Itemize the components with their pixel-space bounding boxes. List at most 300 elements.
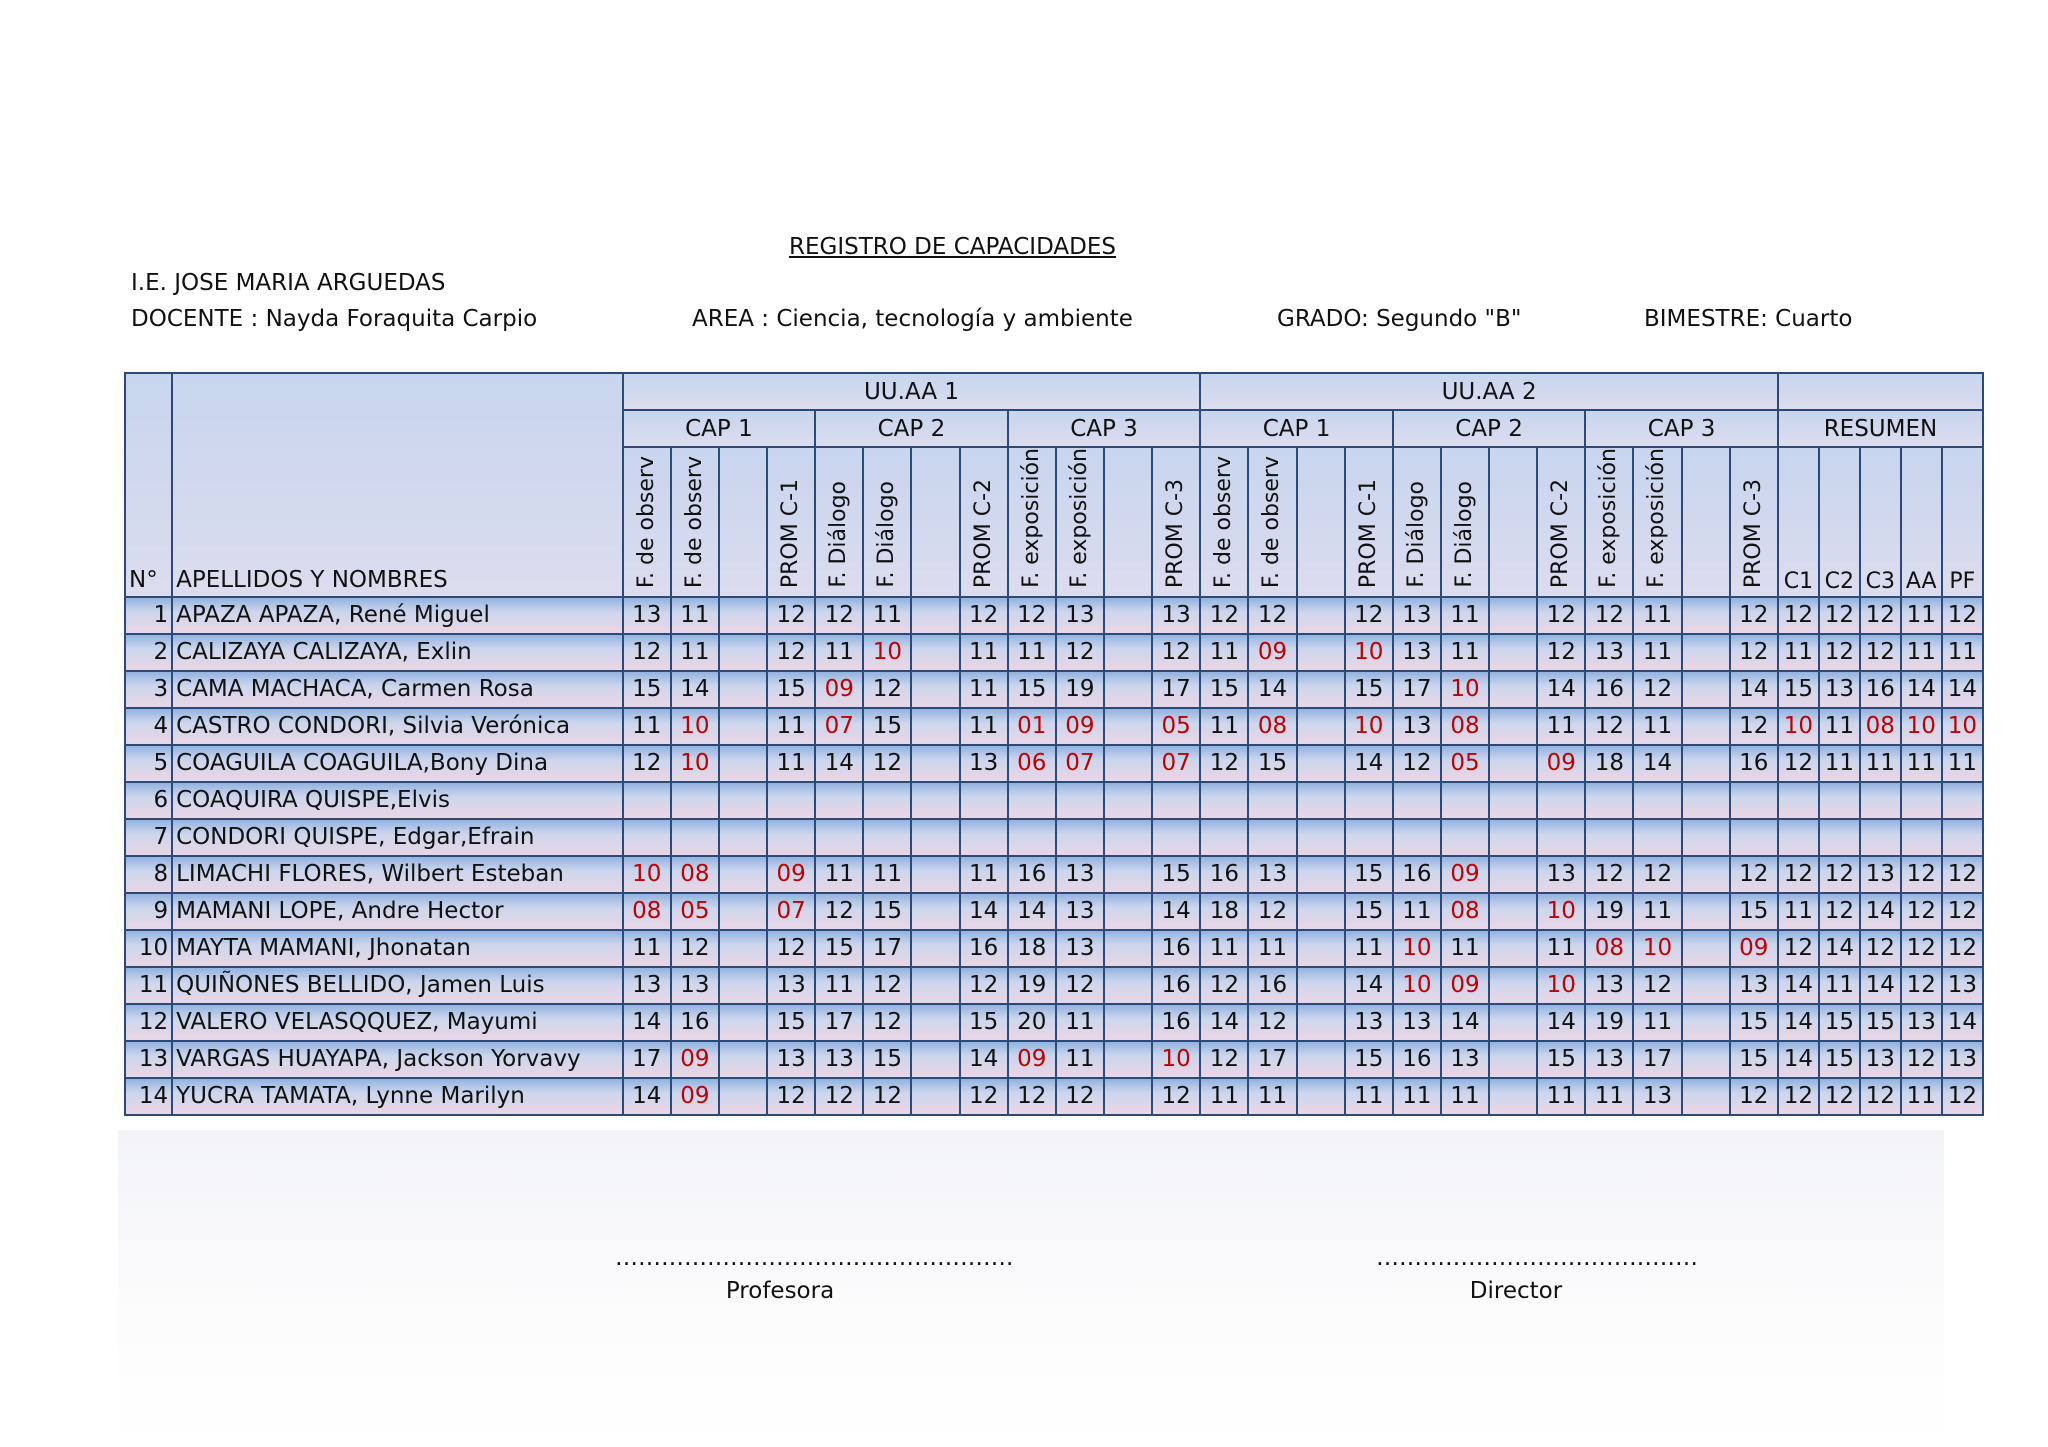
grade-cell: 15 — [767, 1004, 815, 1041]
grade-cell: 12 — [1730, 856, 1778, 893]
student-name: MAYTA MAMANI, Jhonatan — [172, 930, 623, 967]
grade-cell — [1200, 819, 1248, 856]
grade-cell: 10 — [1537, 893, 1585, 930]
grade-cell — [1682, 634, 1730, 671]
summary-column-header: C1 — [1778, 447, 1819, 597]
grade-cell: 10 — [623, 856, 671, 893]
student-number: 3 — [125, 671, 172, 708]
grade-cell: 12 — [815, 893, 863, 930]
grade-cell — [1682, 856, 1730, 893]
summary-cell: 12 — [1901, 967, 1942, 1004]
table-row — [125, 634, 1983, 671]
grade-cell — [1200, 782, 1248, 819]
grade-cell — [719, 1041, 767, 1078]
grade-cell: 12 — [1200, 967, 1248, 1004]
student-number: 10 — [125, 930, 172, 967]
column-header — [1585, 447, 1633, 597]
summary-cell: 12 — [1942, 930, 1983, 967]
grade-cell: 12 — [1393, 745, 1441, 782]
student-name: VARGAS HUAYAPA, Jackson Yorvavy — [172, 1041, 623, 1078]
grade-cell: 11 — [1633, 1004, 1681, 1041]
grade-cell: 12 — [1200, 1041, 1248, 1078]
grade-cell: 13 — [1056, 930, 1104, 967]
cap-header: CAP 2 — [1393, 410, 1586, 447]
summary-cell: 11 — [1860, 745, 1901, 782]
summary-cell: 12 — [1860, 1078, 1901, 1115]
grade-cell: 11 — [1345, 930, 1393, 967]
grade-cell: 12 — [1730, 1078, 1778, 1115]
cap-header: CAP 3 — [1585, 410, 1778, 447]
grade-cell: 12 — [671, 930, 719, 967]
grade-cell — [911, 856, 959, 893]
summary-cell: 12 — [1819, 856, 1860, 893]
grade-cell: 13 — [1056, 893, 1104, 930]
summary-cell: 12 — [1942, 893, 1983, 930]
grade-cell — [863, 782, 911, 819]
summary-cell: 12 — [1819, 893, 1860, 930]
grade-cell: 16 — [1152, 967, 1200, 1004]
grade-cell — [719, 819, 767, 856]
summary-cell: 13 — [1942, 967, 1983, 1004]
summary-cell: 12 — [1901, 1041, 1942, 1078]
summary-cell: 12 — [1942, 1078, 1983, 1115]
grade-cell: 14 — [1248, 671, 1296, 708]
summary-cell — [1819, 782, 1860, 819]
resumen-header: RESUMEN — [1778, 410, 1983, 447]
table-row — [125, 597, 1983, 634]
summary-cell: 11 — [1819, 708, 1860, 745]
table-row — [125, 1004, 1983, 1041]
summary-cell: 15 — [1778, 671, 1819, 708]
grade-cell — [911, 819, 959, 856]
grade-cell: 14 — [815, 745, 863, 782]
summary-cell: 10 — [1901, 708, 1942, 745]
grade-cell: 12 — [863, 745, 911, 782]
grade-cell: 16 — [1730, 745, 1778, 782]
grade-cell — [1056, 782, 1104, 819]
grade-cell — [1008, 782, 1056, 819]
summary-cell: 12 — [1860, 597, 1901, 634]
grade-cell: 17 — [815, 1004, 863, 1041]
grade-cell — [911, 1041, 959, 1078]
grade-cell: 14 — [1345, 967, 1393, 1004]
column-header — [815, 447, 863, 597]
grade-cell: 16 — [1393, 856, 1441, 893]
student-name: YUCRA TAMATA, Lynne Marilyn — [172, 1078, 623, 1115]
column-header — [863, 447, 911, 597]
summary-cell: 13 — [1942, 1041, 1983, 1078]
grade-cell: 11 — [1441, 930, 1489, 967]
grade-cell: 11 — [1056, 1041, 1104, 1078]
grade-cell: 13 — [767, 1041, 815, 1078]
table-row — [125, 1041, 1983, 1078]
grade-cell: 11 — [1200, 930, 1248, 967]
student-number: 8 — [125, 856, 172, 893]
student-name: CAMA MACHACA, Carmen Rosa — [172, 671, 623, 708]
grade-cell: 12 — [1730, 708, 1778, 745]
grade-cell: 12 — [1248, 597, 1296, 634]
grade-cell: 08 — [623, 893, 671, 930]
grade-cell: 13 — [815, 1041, 863, 1078]
table-row — [125, 745, 1983, 782]
grade-cell — [719, 782, 767, 819]
grade-cell — [1297, 782, 1345, 819]
summary-cell: 14 — [1942, 1004, 1983, 1041]
grade-cell: 12 — [1056, 967, 1104, 1004]
grade-cell — [1489, 856, 1537, 893]
grade-cell: 11 — [671, 597, 719, 634]
grade-cell: 11 — [1537, 1078, 1585, 1115]
summary-cell: 14 — [1778, 967, 1819, 1004]
grade-cell — [1682, 708, 1730, 745]
grade-cell: 15 — [1537, 1041, 1585, 1078]
grade-cell — [1152, 782, 1200, 819]
grade-cell: 17 — [1248, 1041, 1296, 1078]
table-row — [125, 1078, 1983, 1115]
summary-cell: 11 — [1778, 893, 1819, 930]
grade-cell: 11 — [1441, 597, 1489, 634]
column-header — [1248, 447, 1296, 597]
grade-cell — [1682, 745, 1730, 782]
grade-cell: 15 — [863, 893, 911, 930]
summary-cell: 08 — [1860, 708, 1901, 745]
student-name: MAMANI LOPE, Andre Hector — [172, 893, 623, 930]
grade-cell — [1489, 671, 1537, 708]
grade-cell: 09 — [1441, 856, 1489, 893]
grade-cell: 13 — [1537, 856, 1585, 893]
grade-cell — [1730, 819, 1778, 856]
grade-cell — [911, 708, 959, 745]
summary-cell — [1778, 782, 1819, 819]
grade-cell: 13 — [1441, 1041, 1489, 1078]
grade-cell: 11 — [960, 671, 1008, 708]
grade-cell: 15 — [960, 1004, 1008, 1041]
grade-cell: 13 — [960, 745, 1008, 782]
grade-cell — [1297, 856, 1345, 893]
summary-cell: 12 — [1901, 893, 1942, 930]
grade-cell: 12 — [960, 1078, 1008, 1115]
grade-cell: 09 — [1537, 745, 1585, 782]
grade-cell: 12 — [1152, 1078, 1200, 1115]
grade-cell: 12 — [960, 597, 1008, 634]
grade-cell — [911, 671, 959, 708]
column-header-label: F. Diálogo — [826, 481, 852, 588]
summary-cell: 11 — [1819, 745, 1860, 782]
grade-cell: 15 — [1200, 671, 1248, 708]
grade-cell — [1104, 930, 1152, 967]
grade-cell — [1104, 967, 1152, 1004]
grade-cell: 14 — [960, 1041, 1008, 1078]
summary-column-header: C2 — [1819, 447, 1860, 597]
column-header — [1633, 447, 1681, 597]
grade-cell — [719, 967, 767, 1004]
summary-cell — [1860, 782, 1901, 819]
student-number: 14 — [125, 1078, 172, 1115]
grade-cell — [1489, 967, 1537, 1004]
grade-cell — [1633, 819, 1681, 856]
grade-cell — [1393, 782, 1441, 819]
grade-cell — [719, 893, 767, 930]
grade-cell — [911, 893, 959, 930]
summary-cell: 11 — [1901, 745, 1942, 782]
column-header-label: PROM C-1 — [1355, 478, 1381, 588]
grade-cell: 13 — [1056, 597, 1104, 634]
grade-cell — [1104, 856, 1152, 893]
grade-cell — [1633, 782, 1681, 819]
grade-cell: 10 — [671, 745, 719, 782]
grade-cell — [911, 634, 959, 671]
grade-cell: 11 — [1200, 708, 1248, 745]
grades-table-container — [124, 372, 1977, 1136]
column-header-label: F. exposición — [1644, 448, 1670, 588]
grade-cell: 12 — [863, 1078, 911, 1115]
grade-cell — [1104, 1078, 1152, 1115]
grade-cell: 11 — [767, 708, 815, 745]
grade-cell — [1297, 930, 1345, 967]
student-number: 13 — [125, 1041, 172, 1078]
student-name: QUIÑONES BELLIDO, Jamen Luis — [172, 967, 623, 1004]
summary-cell — [1778, 819, 1819, 856]
student-number: 5 — [125, 745, 172, 782]
grade-cell: 14 — [1537, 1004, 1585, 1041]
grade-cell — [767, 782, 815, 819]
grade-cell: 12 — [863, 671, 911, 708]
grade-cell: 13 — [671, 967, 719, 1004]
table-row — [125, 819, 1983, 856]
grade-cell — [719, 930, 767, 967]
grade-cell: 12 — [1200, 745, 1248, 782]
summary-cell: 12 — [1860, 634, 1901, 671]
summary-cell: 13 — [1860, 1041, 1901, 1078]
grade-cell: 07 — [815, 708, 863, 745]
grade-cell: 19 — [1056, 671, 1104, 708]
name-header: APELLIDOS Y NOMBRES — [172, 373, 623, 597]
grade-cell: 15 — [863, 708, 911, 745]
unit-header: UU.AA 2 — [1200, 373, 1778, 410]
table-row — [125, 671, 1983, 708]
student-name: COAQUIRA QUISPE,Elvis — [172, 782, 623, 819]
grade-cell — [1297, 745, 1345, 782]
column-header-label: PROM C-2 — [970, 478, 996, 588]
grade-cell — [1585, 782, 1633, 819]
grade-cell: 15 — [1730, 1004, 1778, 1041]
grade-cell: 12 — [1730, 597, 1778, 634]
page-background-fade — [118, 1130, 1944, 1447]
term: BIMESTRE: Cuarto — [1644, 306, 1853, 332]
summary-cell: 14 — [1778, 1004, 1819, 1041]
num-header: N° — [125, 373, 172, 597]
student-name: CONDORI QUISPE, Edgar,Efrain — [172, 819, 623, 856]
grades-table — [124, 372, 1984, 1116]
grade-cell: 12 — [1537, 597, 1585, 634]
grade-cell: 11 — [815, 856, 863, 893]
column-header — [1537, 447, 1585, 597]
column-header-label: F. de observ — [681, 455, 707, 588]
grade-cell — [1682, 930, 1730, 967]
grade-cell: 16 — [1248, 967, 1296, 1004]
column-header-label: PROM C-3 — [1740, 478, 1766, 588]
grade-cell: 11 — [960, 708, 1008, 745]
column-header — [719, 447, 767, 597]
grade-cell: 14 — [1633, 745, 1681, 782]
student-number: 9 — [125, 893, 172, 930]
summary-cell: 12 — [1901, 856, 1942, 893]
table-row — [125, 967, 1983, 1004]
grade-cell: 14 — [1730, 671, 1778, 708]
grade-cell: 07 — [1152, 745, 1200, 782]
signature-line-director: …………………………………… — [1376, 1245, 1698, 1271]
grade-cell — [1489, 893, 1537, 930]
summary-cell — [1901, 782, 1942, 819]
cap-header: CAP 2 — [815, 410, 1008, 447]
institution-name: I.E. JOSE MARIA ARGUEDAS — [131, 270, 446, 296]
grade-cell: 14 — [1537, 671, 1585, 708]
grade-cell: 14 — [623, 1078, 671, 1115]
grade-cell: 15 — [1730, 1041, 1778, 1078]
column-header — [1345, 447, 1393, 597]
grade-cell — [1393, 819, 1441, 856]
summary-cell: 13 — [1860, 856, 1901, 893]
grade-cell: 13 — [623, 597, 671, 634]
summary-cell: 12 — [1778, 930, 1819, 967]
grade-cell: 15 — [1345, 671, 1393, 708]
grade-cell: 10 — [1345, 708, 1393, 745]
grade-cell — [1682, 597, 1730, 634]
summary-header-top — [1778, 373, 1983, 410]
grade-cell: 12 — [863, 967, 911, 1004]
grade-cell: 14 — [1152, 893, 1200, 930]
grade-cell: 15 — [815, 930, 863, 967]
grade-cell — [1104, 782, 1152, 819]
summary-column-header: PF — [1942, 447, 1983, 597]
grade-cell: 11 — [1393, 1078, 1441, 1115]
grade-cell: 13 — [1585, 1041, 1633, 1078]
summary-cell: 15 — [1819, 1004, 1860, 1041]
summary-cell: 10 — [1778, 708, 1819, 745]
summary-cell: 12 — [1901, 930, 1942, 967]
signature-line-teacher: ……………………………………………. — [615, 1245, 1014, 1271]
grade-cell: 15 — [1345, 1041, 1393, 1078]
grade-cell — [1297, 1004, 1345, 1041]
cap-header: CAP 1 — [623, 410, 816, 447]
grade-cell — [719, 708, 767, 745]
grade-cell: 12 — [815, 597, 863, 634]
grade-cell: 11 — [960, 856, 1008, 893]
column-header-label: F. Diálogo — [874, 481, 900, 588]
grade-cell: 17 — [1633, 1041, 1681, 1078]
column-header-label: F. exposición — [1018, 448, 1044, 588]
grade-cell: 16 — [1152, 930, 1200, 967]
grade-cell — [1489, 782, 1537, 819]
grade-cell — [911, 597, 959, 634]
student-number: 7 — [125, 819, 172, 856]
grade-cell: 12 — [1585, 597, 1633, 634]
document-title: REGISTRO DE CAPACIDADES — [789, 234, 1116, 260]
grade-cell — [719, 1078, 767, 1115]
grade-cell: 09 — [1730, 930, 1778, 967]
grade-cell: 19 — [1008, 967, 1056, 1004]
grade-cell — [719, 745, 767, 782]
grade-cell — [1682, 967, 1730, 1004]
grade-cell: 11 — [1200, 1078, 1248, 1115]
grade-cell: 11 — [1345, 1078, 1393, 1115]
column-header — [767, 447, 815, 597]
column-header — [1393, 447, 1441, 597]
grade-cell — [1345, 819, 1393, 856]
grade-cell: 13 — [1633, 1078, 1681, 1115]
column-header — [960, 447, 1008, 597]
grade-cell: 12 — [960, 967, 1008, 1004]
grade-cell: 11 — [1200, 634, 1248, 671]
grade-cell: 12 — [1152, 634, 1200, 671]
grade-cell: 17 — [863, 930, 911, 967]
grade-cell: 09 — [1056, 708, 1104, 745]
grade-cell — [719, 597, 767, 634]
grade-cell: 01 — [1008, 708, 1056, 745]
summary-cell: 12 — [1860, 930, 1901, 967]
grade-cell: 15 — [1152, 856, 1200, 893]
teacher-name: DOCENTE : Nayda Foraquita Carpio — [131, 306, 538, 332]
grade-cell: 13 — [1152, 597, 1200, 634]
summary-column-header: AA — [1901, 447, 1942, 597]
summary-cell: 14 — [1778, 1041, 1819, 1078]
grade-cell — [1489, 1078, 1537, 1115]
summary-cell: 12 — [1819, 597, 1860, 634]
grade-cell — [719, 634, 767, 671]
grade-cell — [1682, 893, 1730, 930]
grade-cell: 10 — [1345, 634, 1393, 671]
grade-cell: 13 — [1056, 856, 1104, 893]
grade-cell — [1441, 819, 1489, 856]
grade-cell — [719, 671, 767, 708]
student-name: COAGUILA COAGUILA,Bony Dina — [172, 745, 623, 782]
grade-cell: 14 — [1008, 893, 1056, 930]
summary-cell: 13 — [1819, 671, 1860, 708]
grade-cell: 12 — [767, 1078, 815, 1115]
grade-cell: 12 — [1345, 597, 1393, 634]
grade-cell: 17 — [1152, 671, 1200, 708]
summary-cell: 12 — [1942, 597, 1983, 634]
summary-cell: 15 — [1860, 1004, 1901, 1041]
summary-cell: 10 — [1942, 708, 1983, 745]
grade-cell — [911, 967, 959, 1004]
grade-cell: 12 — [1056, 634, 1104, 671]
table-row — [125, 930, 1983, 967]
grade-cell: 14 — [1345, 745, 1393, 782]
grade-cell — [1489, 930, 1537, 967]
grade-cell — [719, 1004, 767, 1041]
column-header-label: F. exposición — [1596, 448, 1622, 588]
grade-cell — [911, 1078, 959, 1115]
grade-cell: 15 — [1248, 745, 1296, 782]
grade-cell: 19 — [1585, 893, 1633, 930]
summary-cell: 11 — [1778, 634, 1819, 671]
grade-cell — [911, 782, 959, 819]
grade-cell — [1248, 782, 1296, 819]
grade-cell: 14 — [623, 1004, 671, 1041]
grade-cell: 11 — [1393, 893, 1441, 930]
grade-cell: 10 — [863, 634, 911, 671]
grade-cell — [1104, 634, 1152, 671]
summary-cell: 14 — [1860, 893, 1901, 930]
grade-cell: 12 — [1633, 856, 1681, 893]
grade-cell — [1297, 893, 1345, 930]
grade-cell: 14 — [1441, 1004, 1489, 1041]
summary-cell — [1860, 819, 1901, 856]
grade-cell: 18 — [1585, 745, 1633, 782]
grade-cell: 08 — [1441, 893, 1489, 930]
grade-cell: 10 — [1393, 930, 1441, 967]
